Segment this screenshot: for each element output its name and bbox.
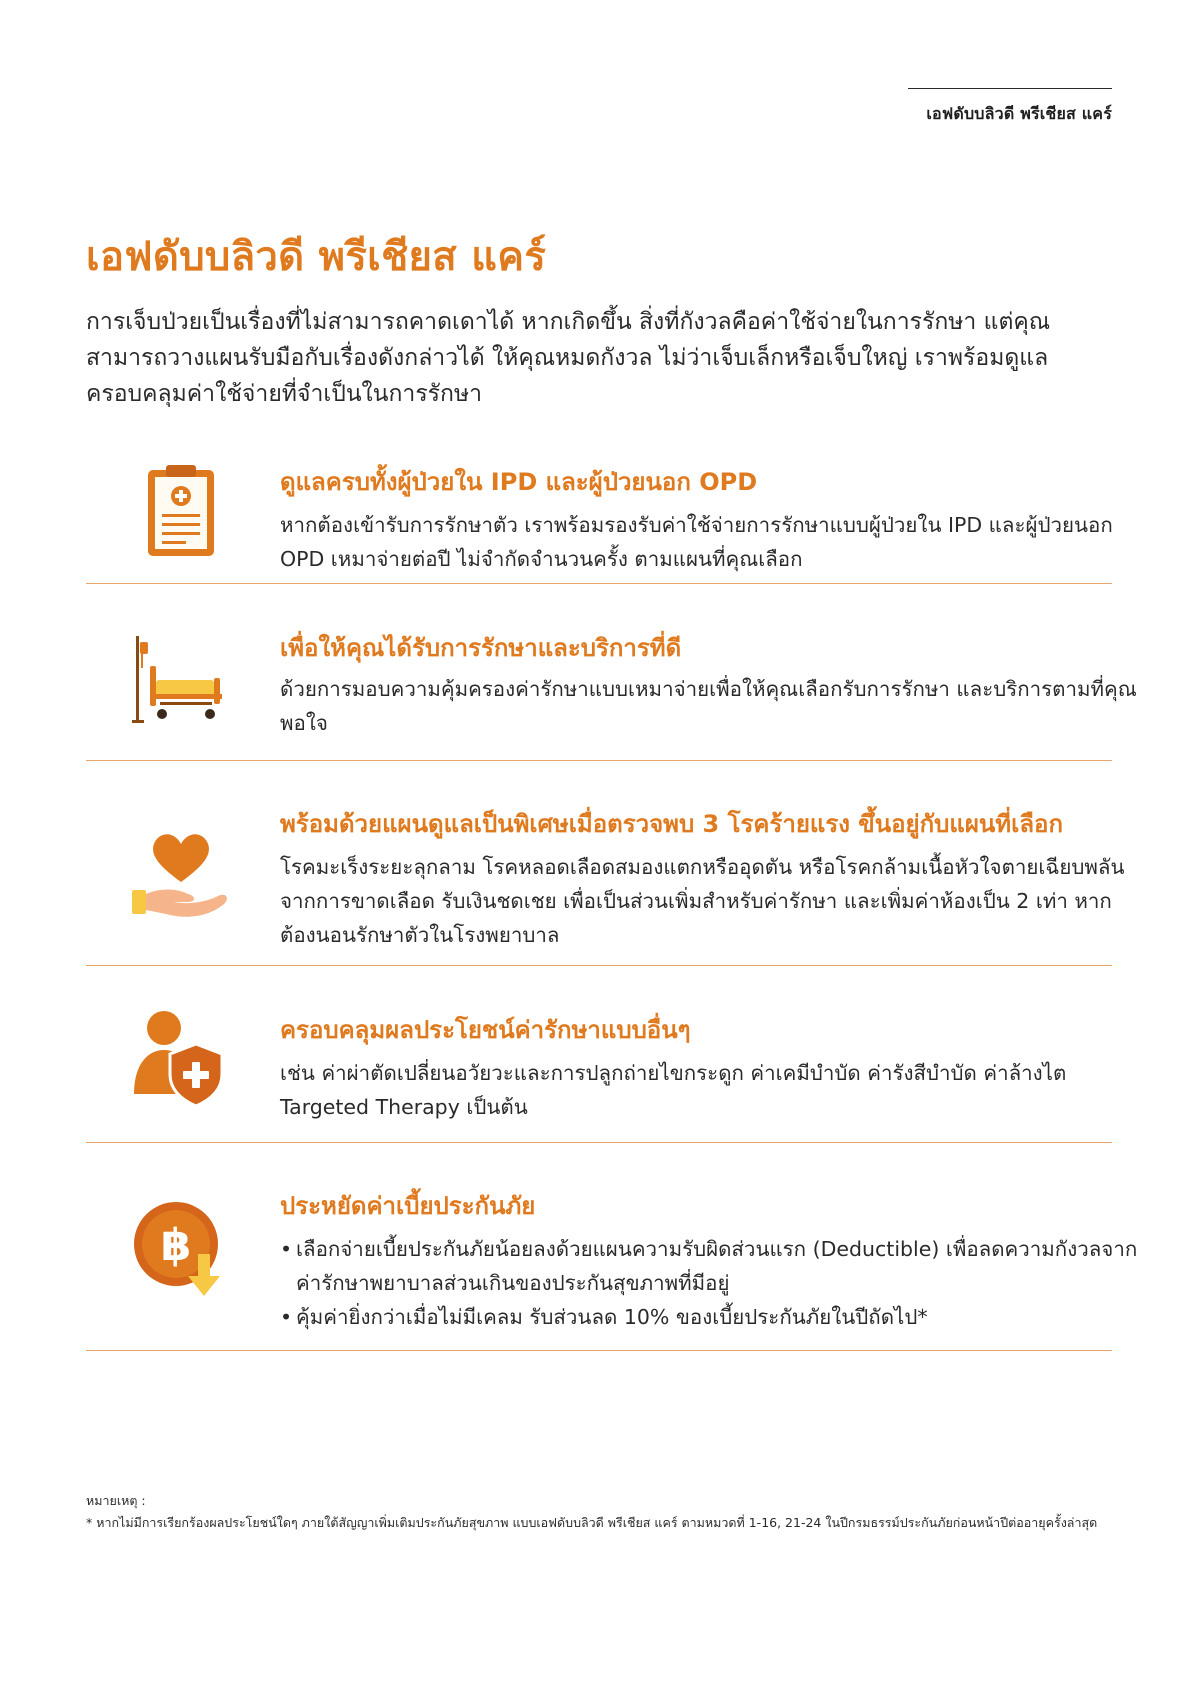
bullet-list (280, 1232, 1140, 1334)
list-item: • คุ้มค่ายิ่งกว่าเมื่อไม่มีเคลม รับส่วนลด 10% ของเบี้ยประกันภัยในปีถัดไป* (280, 1300, 1140, 1334)
divider (86, 1350, 1112, 1351)
feature-heading: ครอบคลุมผลประโยชน์ค่ารักษาแบบอื่นๆ (280, 1016, 691, 1044)
footnote-label: หมายเหตุ : (86, 1493, 146, 1508)
feature-body: เช่น ค่าผ่าตัดเปลี่ยนอวัยวะและการปลูกถ่ายไขกระดูก ค่าเคมีบำบัด ค่ารังสีบำบัด ค่าล้างไต Targeted Therapy เป็นต้น (280, 1061, 1067, 1119)
divider (86, 965, 1112, 966)
person-shield-icon (126, 1002, 236, 1112)
feature-body: หากต้องเข้ารับการรักษาตัว เราพร้อมรองรับค่าใช้จ่ายการรักษาแบบผู้ป่วยใน IPD และผู้ป่วยนอก OPD เหมาจ่ายต่อปี ไม่จำกัดจำนวนครั้ง ตามแผนที่คุณเลือก (280, 513, 1113, 571)
feature-body (280, 1232, 1140, 1334)
feature-heading: พร้อมด้วยแผนดูแลเป็นพิเศษเมื่อตรวจพบ 3 โรคร้ายแรง ขึ้นอยู่กับแผนที่เลือก (280, 810, 1063, 838)
clipboard-medical-icon (126, 462, 236, 572)
svg-text:฿: ฿ (160, 1220, 192, 1271)
feature-heading: ดูแลครบทั้งผู้ป่วยใน IPD และผู้ป่วยนอก OPD (280, 468, 758, 496)
intro-paragraph: การเจ็บป่วยเป็นเรื่องที่ไม่สามารถคาดเดาได้ หากเกิดขึ้น สิ่งที่กังวลคือค่าใช้จ่ายในการรักษา แต่คุณสามารถวางแผนรับมือกับเรื่องดังกล่าวได้ ให้คุณหมดกังวล ไม่ว่าเจ็บเล็กหรือเจ็บใหญ่ เราพร้อมดูแลครอบคลุมค่าใช้จ่ายที่จำเป็นในการรักษา (86, 309, 1051, 407)
divider (86, 760, 1112, 761)
list-item: • เลือกจ่ายเบี้ยประกันภัยน้อยลงด้วยแผนความรับผิดส่วนแรก (Deductible) เพื่อลดความกังวลจากค่ารักษาพยาบาลส่วนเกินของประกันสุขภาพที่มีอยู่ (280, 1232, 1140, 1300)
divider (86, 583, 1112, 584)
feature-heading: เพื่อให้คุณได้รับการรักษาและบริการที่ดี (280, 634, 682, 662)
divider (86, 1142, 1112, 1143)
header-rule (908, 88, 1112, 89)
baht-coin-down-icon (126, 1196, 236, 1306)
heart-in-hand-icon (126, 824, 236, 934)
header-brand: เอฟดับบลิวดี พรีเชียส แคร์ (926, 104, 1112, 123)
footnote (86, 1490, 1116, 1534)
feature-body: โรคมะเร็งระยะลุกลาม โรคหลอดเลือดสมองแตกหรืออุดตัน หรือโรคกล้ามเนื้อหัวใจตายเฉียบพลันจากการขาดเลือด รับเงินชดเชย เพื่อเป็นส่วนเพิ่มสำหรับค่ารักษา และเพิ่มค่าห้องเป็น 2 เท่า หากต้องนอนรักษาตัวในโรงพยาบาล (280, 855, 1125, 947)
page-title: เอฟดับบลิวดี พรีเชียส แคร์ (86, 234, 547, 280)
footnote-text: * หากไม่มีการเรียกร้องผลประโยชน์ใดๆ ภายใต้สัญญาเพิ่มเติมประกันภัยสุขภาพ แบบเอฟดับบลิวดี พรีเชียส แคร์ ตามหมวดที่ 1-16, 21-24 ในปีกรมธรรม์ประกันภัยก่อนหน้าปีต่ออายุครั้งล่าสุด (86, 1515, 1098, 1530)
hospital-bed-icon (126, 628, 236, 738)
feature-body: ด้วยการมอบความคุ้มครองค่ารักษาแบบเหมาจ่ายเพื่อให้คุณเลือกรับการรักษา และบริการตามที่คุณพอใจ (280, 677, 1137, 735)
feature-heading: ประหยัดค่าเบี้ยประกันภัย (280, 1192, 536, 1220)
